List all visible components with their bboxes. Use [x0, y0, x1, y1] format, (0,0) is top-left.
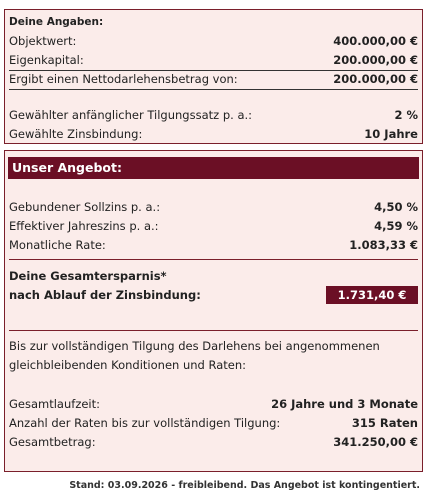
gesamtbetrag-value: 341.250,00 € [333, 435, 418, 449]
effzins-label: Effektiver Jahreszins p. a.: [9, 219, 159, 233]
raten-label: Anzahl der Raten bis zur vollständigen Tilgung: [9, 416, 281, 430]
laufzeit-label: Gesamtlaufzeit: [9, 397, 101, 411]
offer-panel [4, 150, 423, 472]
netto-value: 200.000,00 € [333, 72, 418, 86]
tilgung-note [9, 337, 418, 375]
ersparnis-label-2: nach Ablauf der Zinsbindung: [9, 288, 201, 302]
eigenkapital-value: 200.000,00 € [333, 53, 418, 67]
rate-label: Monatliche Rate: [9, 238, 106, 252]
rate-row [9, 238, 418, 254]
angaben-heading-row [9, 16, 418, 32]
effzins-value: 4,59 % [374, 219, 418, 233]
zinsbindung-row [9, 127, 418, 143]
eigenkapital-row [9, 53, 418, 71]
divider [9, 330, 418, 331]
effzins-row [9, 219, 418, 235]
ersparnis-value-badge: 1.731,40 € [326, 286, 418, 304]
raten-row [9, 416, 418, 432]
rate-value: 1.083,33 € [349, 238, 418, 252]
tilgung-value: 2 % [394, 108, 418, 122]
raten-value: 315 Raten [351, 416, 418, 430]
objektwert-value: 400.000,00 € [333, 34, 418, 48]
objektwert-label: Objektwert: [9, 34, 77, 48]
tilgung-note-line-2: gleichbleibenden Konditionen und Raten: [9, 358, 247, 372]
user-input-summary [4, 9, 423, 144]
eigenkapital-label: Eigenkapital: [9, 53, 84, 67]
laufzeit-row [9, 397, 418, 413]
netto-label: Ergibt einen Nettodarlehensbetrag von: [9, 72, 238, 86]
divider [9, 89, 418, 90]
sollzins-label: Gebundener Sollzins p. a.: [9, 200, 161, 214]
sollzins-value: 4,50 % [374, 200, 418, 214]
ersparnis-label-row-1 [9, 269, 418, 285]
zinsbindung-value: 10 Jahre [364, 127, 418, 141]
objektwert-row [9, 34, 418, 50]
angaben-heading: Deine Angaben: [9, 16, 104, 28]
laufzeit-value: 26 Jahre und 3 Monate [271, 397, 418, 411]
offer-heading: Unser Angebot: [8, 157, 419, 179]
ersparnis-label-1: Deine Gesamtersparnis* [9, 269, 167, 283]
tilgung-row [9, 108, 418, 124]
gesamtbetrag-row [9, 435, 418, 451]
tilgung-note-line-1: Bis zur vollständigen Tilgung des Darlehens bei angenommenen [9, 339, 380, 353]
sollzins-row [9, 200, 418, 216]
gesamtbetrag-label: Gesamtbetrag: [9, 435, 96, 449]
netto-row [9, 72, 418, 88]
divider [9, 259, 418, 260]
tilgung-label: Gewählter anfänglicher Tilgungssatz p. a.: [9, 108, 253, 122]
zinsbindung-label: Gewählte Zinsbindung: [9, 127, 143, 141]
footer-note: Stand: 03.09.2026 - freibleibend. Das Angebot ist kontingentiert. [69, 480, 420, 491]
